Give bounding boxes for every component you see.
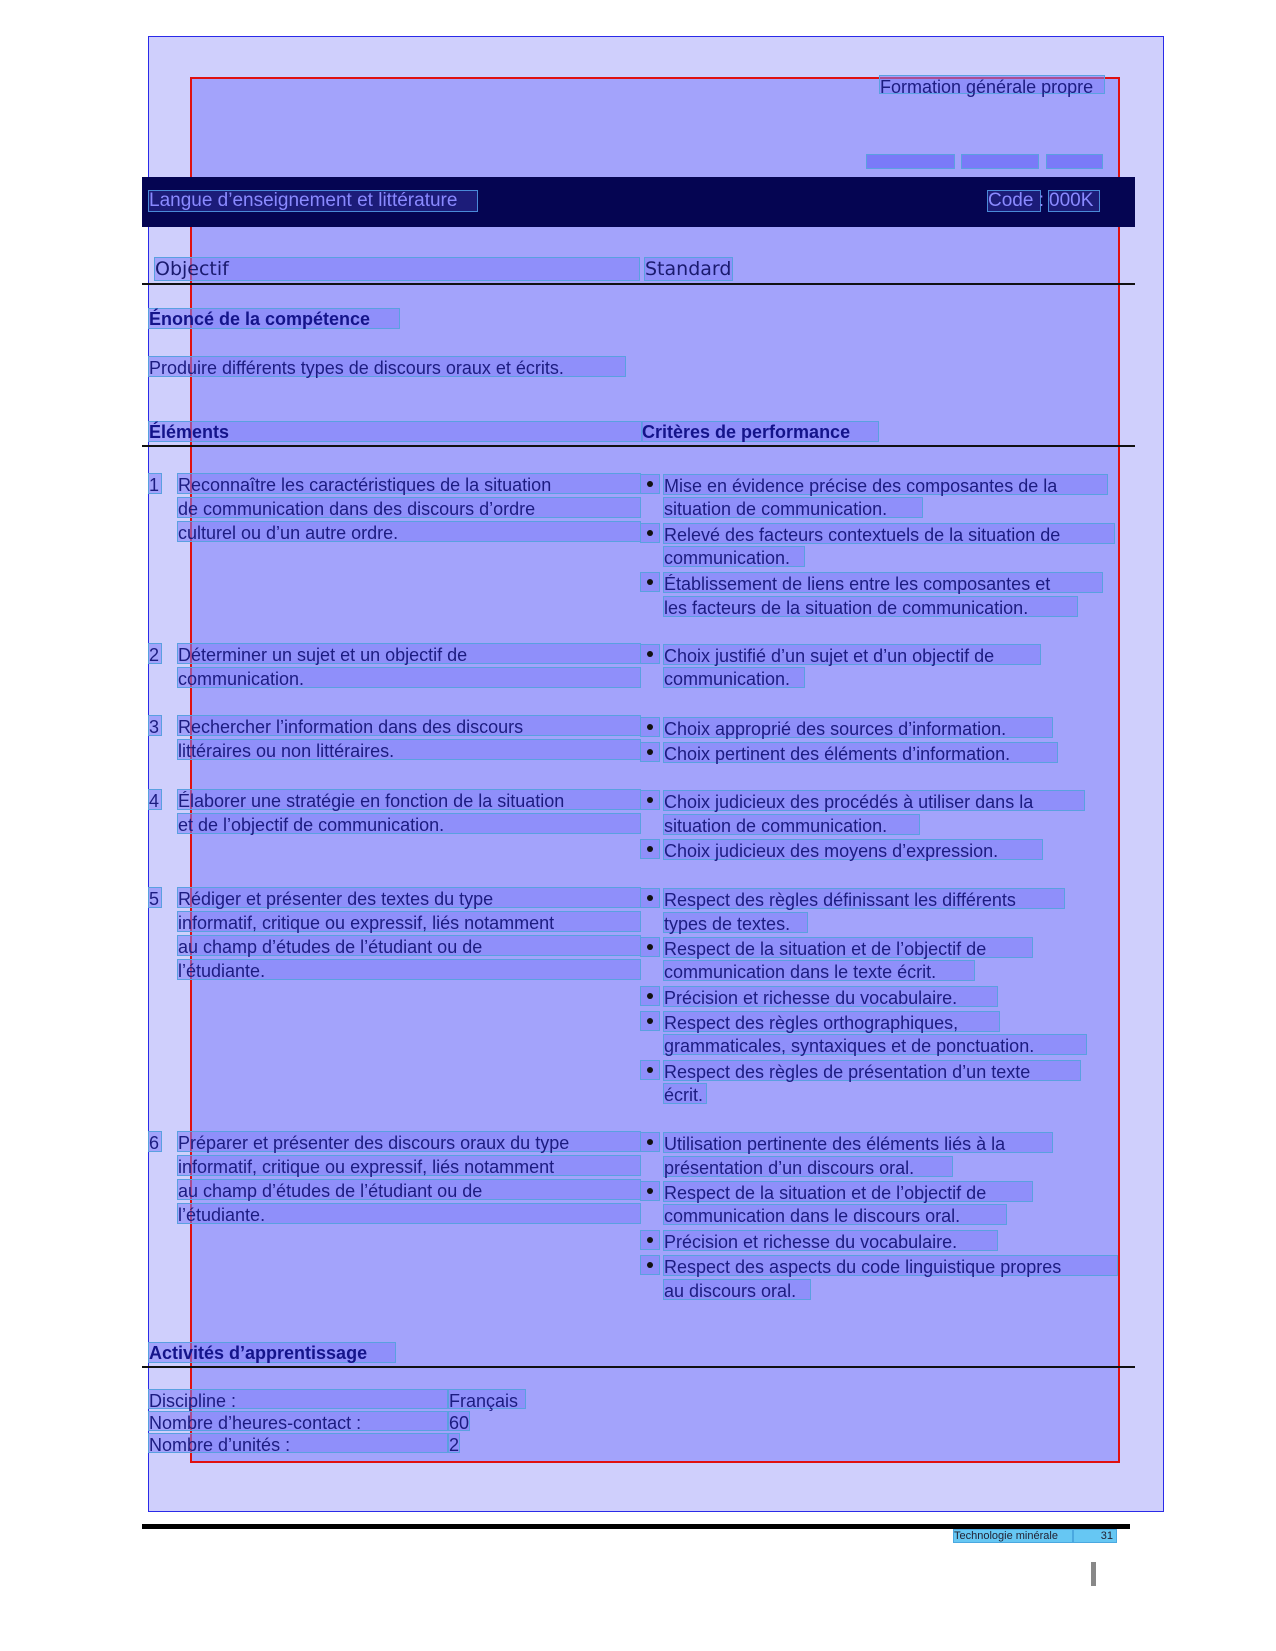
element-number: 5 bbox=[148, 887, 162, 908]
element-line: au champ d’études de l’étudiant ou de bbox=[177, 935, 641, 956]
activity-label: Discipline : bbox=[148, 1389, 448, 1409]
activity-value: 60 bbox=[449, 1413, 470, 1433]
bullet bbox=[640, 1230, 660, 1250]
activity-label: Nombre d’heures-contact : bbox=[148, 1411, 448, 1431]
criterion-line: Respect des règles orthographiques, bbox=[663, 1011, 1000, 1032]
element-line: de communication dans des discours d’ordre bbox=[177, 497, 641, 518]
criterion-line: Choix judicieux des moyens d’expression. bbox=[663, 839, 1043, 860]
criterion-line: Respect des aspects du code linguistique propres bbox=[663, 1255, 1118, 1276]
bullet bbox=[640, 1181, 660, 1201]
criterion-line: Respect des règles de présentation d’un texte bbox=[663, 1060, 1081, 1081]
competence-text: Produire différents types de discours oraux et écrits. bbox=[148, 356, 626, 377]
element-number: 6 bbox=[148, 1131, 162, 1152]
element-line: informatif, critique ou expressif, liés notamment bbox=[177, 911, 641, 932]
element-line: Reconnaître les caractéristiques de la situation bbox=[177, 473, 641, 494]
activity-value: Français bbox=[448, 1389, 526, 1409]
element-number: 3 bbox=[148, 715, 162, 736]
element-line: l’étudiante. bbox=[177, 959, 641, 980]
criterion-line: Respect de la situation et de l’objectif de bbox=[663, 937, 1033, 958]
bullet bbox=[640, 717, 660, 737]
bullet bbox=[640, 474, 660, 494]
bullet bbox=[640, 888, 660, 908]
criterion-line: écrit. bbox=[663, 1083, 707, 1104]
element-number: 2 bbox=[148, 643, 162, 664]
code-value: 000K bbox=[1048, 190, 1100, 212]
header-tab-1 bbox=[866, 154, 955, 169]
criterion-line: types de textes. bbox=[663, 912, 808, 933]
element-line: l’étudiante. bbox=[177, 1203, 641, 1224]
bullet bbox=[640, 986, 660, 1006]
bullet bbox=[640, 839, 660, 859]
element-line: littéraires ou non littéraires. bbox=[177, 739, 641, 760]
criterion-line: Choix justifié d’un sujet et d’un objectif de bbox=[663, 644, 1041, 665]
criterion-line: communication dans le texte écrit. bbox=[663, 960, 975, 981]
divider bbox=[142, 283, 1135, 285]
bullet bbox=[640, 937, 660, 957]
bullet bbox=[640, 1132, 660, 1152]
criterion-line: présentation d’un discours oral. bbox=[663, 1156, 953, 1177]
bullet bbox=[640, 523, 660, 543]
bullet bbox=[640, 790, 660, 810]
bullet bbox=[640, 572, 660, 592]
criterion-line: Établissement de liens entre les composantes et bbox=[663, 572, 1103, 593]
activity-value: 2 bbox=[449, 1435, 460, 1455]
element-number: 4 bbox=[148, 789, 162, 810]
element-line: Rechercher l’information dans des discours bbox=[177, 715, 641, 736]
code-label: Code : bbox=[988, 190, 1044, 211]
element-line: Rédiger et présenter des textes du type bbox=[177, 887, 641, 908]
criterion-line: les facteurs de la situation de communication. bbox=[663, 596, 1078, 617]
criterion-line: situation de communication. bbox=[663, 497, 923, 518]
element-line: informatif, critique ou expressif, liés notamment bbox=[177, 1155, 641, 1176]
course-title: Langue d’enseignement et littérature bbox=[148, 190, 478, 212]
element-line: culturel ou d’un autre ordre. bbox=[177, 521, 641, 542]
criterion-line: Utilisation pertinente des éléments liés à la bbox=[663, 1132, 1053, 1153]
divider bbox=[142, 445, 1135, 447]
criterion-line: Respect de la situation et de l’objectif de bbox=[663, 1181, 1033, 1202]
criterion-line: au discours oral. bbox=[663, 1279, 811, 1300]
criterion-line: communication. bbox=[663, 546, 805, 567]
element-line: Déterminer un sujet et un objectif de bbox=[177, 643, 641, 664]
criterion-line: Précision et richesse du vocabulaire. bbox=[663, 1230, 998, 1251]
bullet bbox=[640, 1255, 660, 1275]
activity-label: Nombre d’unités : bbox=[148, 1433, 448, 1453]
activities-title: Activités d’apprentissage bbox=[148, 1342, 396, 1363]
bullet bbox=[640, 742, 660, 762]
criterion-line: communication. bbox=[663, 667, 805, 688]
element-line: et de l’objectif de communication. bbox=[177, 813, 641, 834]
standard-header: Standard bbox=[645, 258, 732, 280]
bullet bbox=[640, 644, 660, 664]
page-number: 31 bbox=[1073, 1529, 1117, 1543]
criterion-line: Respect des règles définissant les différents bbox=[663, 888, 1065, 909]
element-line: Préparer et présenter des discours oraux du type bbox=[177, 1131, 641, 1152]
footer-marker bbox=[1091, 1562, 1096, 1586]
bullet bbox=[640, 1060, 660, 1080]
element-line: Élaborer une stratégie en fonction de la situation bbox=[177, 789, 641, 810]
criterion-line: situation de communication. bbox=[663, 814, 920, 835]
bullet bbox=[640, 1011, 660, 1031]
criterion-line: grammaticales, syntaxiques et de ponctuation. bbox=[663, 1034, 1087, 1055]
program-label: Formation générale propre bbox=[879, 75, 1105, 94]
criterion-line: Relevé des facteurs contextuels de la situation de bbox=[663, 523, 1115, 544]
divider bbox=[142, 1366, 1135, 1368]
element-line: au champ d’études de l’étudiant ou de bbox=[177, 1179, 641, 1200]
criteria-header: Critères de performance bbox=[641, 421, 879, 442]
criterion-line: Choix judicieux des procédés à utiliser dans la bbox=[663, 790, 1085, 811]
criterion-line: Choix pertinent des éléments d’information. bbox=[663, 742, 1058, 763]
criterion-line: communication dans le discours oral. bbox=[663, 1204, 1007, 1225]
element-number: 1 bbox=[148, 473, 162, 494]
header-tab-2 bbox=[961, 154, 1039, 169]
criterion-line: Choix approprié des sources d’information. bbox=[663, 717, 1053, 738]
footer-text: Technologie minérale bbox=[953, 1529, 1073, 1543]
objectif-header: Objectif bbox=[154, 257, 640, 281]
competence-title: Énoncé de la compétence bbox=[148, 308, 400, 329]
header-tab-3 bbox=[1046, 154, 1103, 169]
element-line: communication. bbox=[177, 667, 641, 688]
criterion-line: Mise en évidence précise des composantes de la bbox=[663, 474, 1108, 495]
elements-header: Éléments bbox=[148, 421, 643, 442]
criterion-line: Précision et richesse du vocabulaire. bbox=[663, 986, 998, 1007]
